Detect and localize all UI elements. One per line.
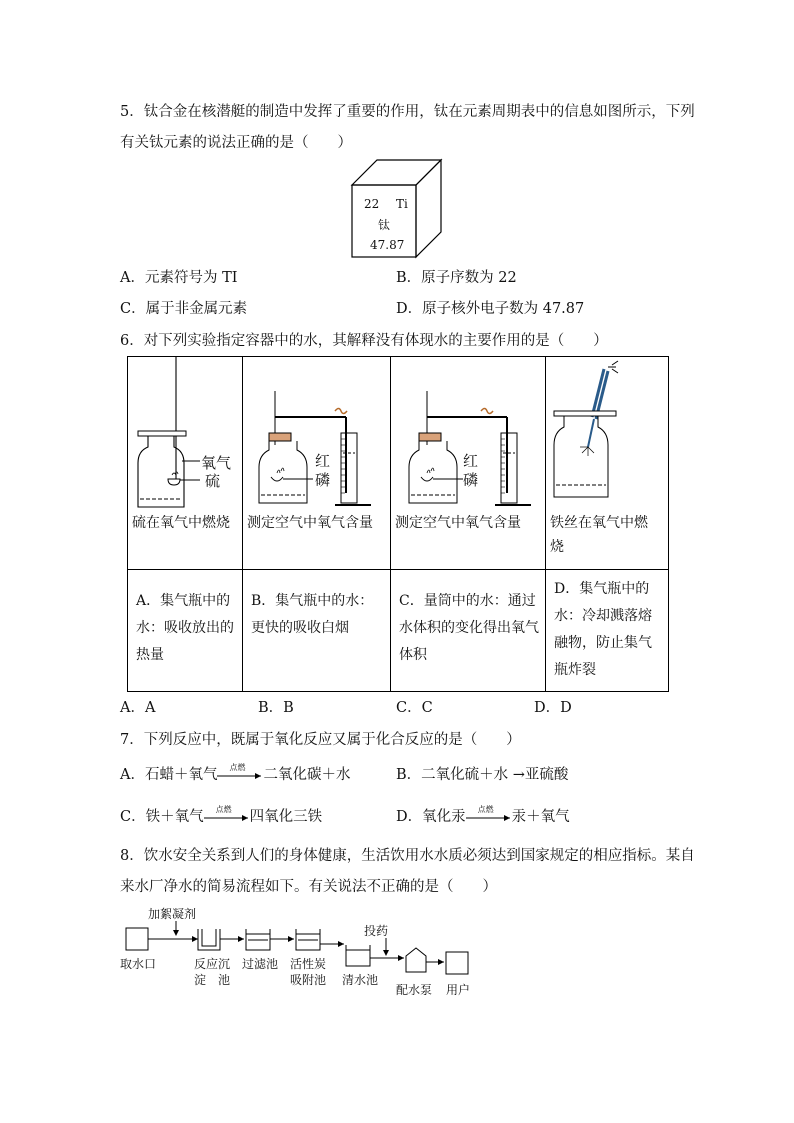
q7-a-reactants: A．石蜡＋氧气 bbox=[120, 767, 218, 783]
q5-option-b[interactable]: B．原子序数为 22 bbox=[396, 270, 517, 286]
explanation-c: C．量筒中的水：通过水体积的变化得出氧气体积 bbox=[399, 593, 539, 663]
q6-option-a[interactable]: A．A bbox=[120, 700, 156, 716]
flow-intake-label: 取水口 bbox=[120, 957, 157, 971]
q7-option-c[interactable] bbox=[120, 807, 322, 827]
explanation-d: D．集气瓶中的水：冷却溅落熔融物，防止集气瓶炸裂 bbox=[554, 581, 652, 678]
condition-ignite: 点燃 bbox=[477, 805, 494, 814]
caption-sulfur-burning: 硫在氧气中燃烧 bbox=[132, 515, 230, 531]
caption-oxygen-content-2: 测定空气中氧气含量 bbox=[395, 515, 521, 531]
q5-option-c[interactable]: C．属于非金属元素 bbox=[120, 301, 248, 317]
label-phosphorus-2: 磷 bbox=[463, 471, 479, 489]
q7-stem: 7．下列反应中，既属于氧化反应又属于化合反应的是（ ） bbox=[120, 732, 521, 748]
flow-dose-label: 投药 bbox=[364, 924, 389, 938]
label-phosphorus-1: 磷 bbox=[315, 471, 331, 489]
label-oxygen: 氧气 bbox=[201, 454, 232, 472]
flow-settling-label-2: 淀 池 bbox=[194, 973, 231, 987]
q5-option-d[interactable]: D．原子核外电子数为 47.87 bbox=[396, 301, 585, 317]
q5-option-a[interactable]: A．元素符号为 TI bbox=[120, 270, 238, 286]
reaction-arrow bbox=[466, 807, 512, 827]
flow-clear-water-label: 清水池 bbox=[342, 973, 379, 987]
q7-d-products: 汞＋氧气 bbox=[511, 809, 570, 825]
explanation-b: B．集气瓶中的水：更快的吸收白烟 bbox=[251, 593, 374, 636]
q7-option-d[interactable] bbox=[396, 807, 570, 827]
q6-option-c[interactable]: C．C bbox=[396, 700, 433, 716]
q6-option-b[interactable]: B．B bbox=[258, 700, 294, 716]
water-treatment-flowchart bbox=[120, 900, 480, 1000]
caption-oxygen-content-1: 测定空气中氧气含量 bbox=[247, 515, 373, 531]
q7-c-products: 四氧化三铁 bbox=[249, 809, 323, 825]
flow-carbon-label-2: 吸附池 bbox=[290, 973, 327, 987]
reaction-arrow bbox=[217, 765, 263, 785]
reaction-arrow bbox=[204, 807, 250, 827]
label-red-1: 红 bbox=[315, 452, 331, 470]
element-name: 钛 bbox=[378, 218, 391, 232]
condition-ignite: 点燃 bbox=[229, 763, 246, 772]
explanation-a: A．集气瓶中的水：吸收放出的热量 bbox=[136, 593, 234, 663]
label-red-2: 红 bbox=[463, 452, 479, 470]
q6-stem: 6．对下列实验指定容器中的水，其解释没有体现水的主要作用的是（ ） bbox=[120, 333, 608, 349]
element-atomic-number: 22 bbox=[364, 197, 380, 211]
flow-coagulant-label: 加絮凝剂 bbox=[148, 907, 197, 921]
q6-option-d[interactable]: D．D bbox=[534, 700, 572, 716]
q5-stem-line1: 5．钛合金在核潜艇的制造中发挥了重要的作用，钛在元素周期表中的信息如图所示，下列 bbox=[120, 104, 695, 120]
label-sulfur: 硫 bbox=[205, 472, 221, 490]
q7-d-reactants: D．氧化汞 bbox=[396, 809, 466, 825]
q8-stem-line1: 8．饮水安全关系到人们的身体健康，生活饮用水水质必须达到国家规定的相应指标。某自 bbox=[120, 848, 695, 864]
condition-ignite: 点燃 bbox=[215, 805, 232, 814]
flow-carbon-label-1: 活性炭 bbox=[290, 957, 327, 971]
flow-user-label: 用户 bbox=[446, 983, 471, 997]
element-atomic-mass: 47.87 bbox=[370, 238, 405, 252]
q7-a-products: 二氧化碳＋水 bbox=[263, 767, 351, 783]
q5-stem-line2: 有关钛元素的说法正确的是（ ） bbox=[120, 135, 352, 151]
experiment-cell-oxygen-content-1 bbox=[243, 357, 391, 570]
q7-option-a[interactable] bbox=[120, 765, 350, 785]
caption-iron-wire-burning: 铁丝在氧气中燃烧 bbox=[550, 515, 648, 555]
flow-filter-label: 过滤池 bbox=[242, 957, 279, 971]
flow-pump-label: 配水泵 bbox=[396, 983, 433, 997]
experiment-cell-sulfur bbox=[128, 357, 243, 570]
element-symbol: Ti bbox=[396, 197, 408, 211]
q7-c-reactants: C．铁＋氧气 bbox=[120, 809, 204, 825]
element-cube-figure bbox=[352, 160, 452, 260]
experiment-cell-iron-wire bbox=[546, 357, 669, 570]
flow-settling-label-1: 反应沉 bbox=[194, 957, 231, 971]
experiment-cell-oxygen-content-2 bbox=[391, 357, 546, 570]
experiment-table bbox=[127, 356, 669, 692]
q8-stem-line2: 来水厂净水的简易流程如下。有关说法不正确的是（ ） bbox=[120, 879, 497, 895]
q7-option-b[interactable]: B．二氧化硫＋水 →亚硫酸 bbox=[396, 767, 569, 783]
